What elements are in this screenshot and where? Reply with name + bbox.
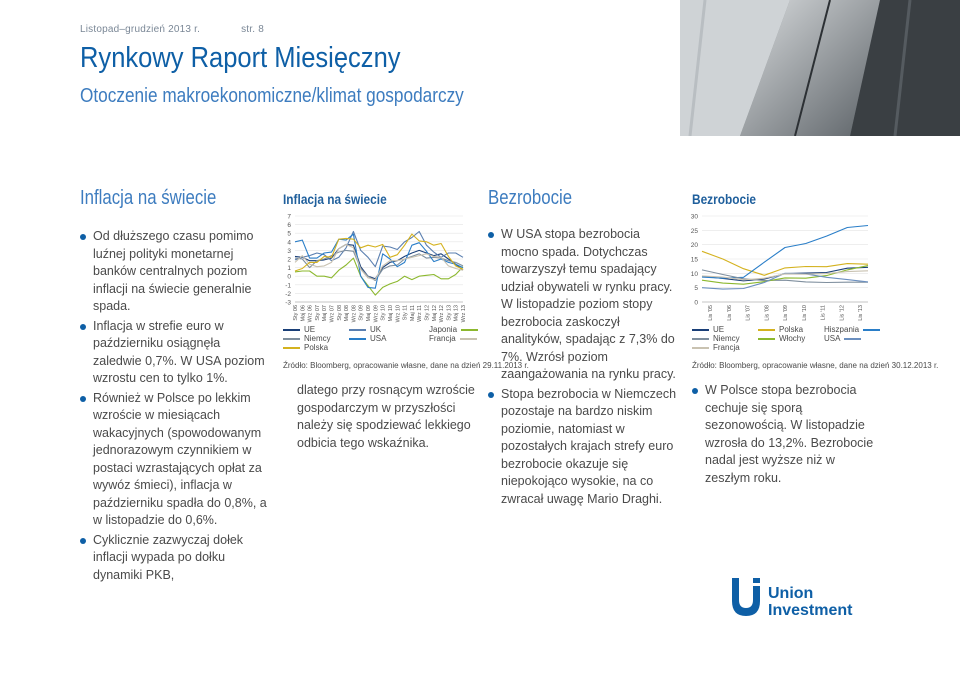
legend-item bbox=[283, 343, 328, 352]
legend-swatch bbox=[460, 338, 477, 340]
y-tick-label: 15 bbox=[690, 256, 698, 264]
inflation-bullet-list bbox=[80, 228, 270, 586]
x-tick-label: Lis '08 bbox=[764, 305, 771, 321]
list-item: W Polsce stopa bezrobocia cechuje się sporą sezonowością. W listopadzie wzrosła do 13,2%. Bezrobocie nadal jest wyższe niż w zeszłym roku. bbox=[692, 382, 882, 487]
legend-swatch bbox=[692, 329, 709, 331]
x-tick-label: Wrz 12 bbox=[439, 305, 446, 323]
y-tick-label: 2 bbox=[287, 256, 291, 264]
legend-swatch bbox=[844, 338, 861, 340]
series-line-usa bbox=[295, 234, 463, 288]
y-tick-label: 5 bbox=[694, 285, 698, 293]
legend-swatch bbox=[758, 338, 775, 340]
list-item: W USA stopa bezrobocia mocno spada. Dotychczas towarzyszył temu spadający udział obywateli w rynku pracy. W listopadzie poziom stopy bezrobocia zaskoczył analityków, spadając z 7,3% do 7%. Wzrósł poziom zaangażowania na rynku pracy. bbox=[488, 226, 678, 384]
legend-item bbox=[824, 334, 865, 343]
header-date: Listopad–grudzień 2013 r. bbox=[80, 24, 201, 35]
legend-item bbox=[758, 325, 803, 334]
y-tick-label: 0 bbox=[694, 299, 698, 307]
y-tick-label: 3 bbox=[287, 247, 291, 255]
legend-item bbox=[824, 325, 884, 334]
x-tick-label: Wrz 10 bbox=[395, 305, 402, 323]
legend-swatch bbox=[349, 329, 366, 331]
x-tick-label: Sty 06 bbox=[293, 305, 299, 321]
series-line-hiszpania bbox=[702, 226, 868, 279]
legend-item bbox=[283, 334, 331, 343]
legend-label: Niemcy bbox=[304, 334, 331, 343]
list-item: Od dłuższego czasu pomimo luźnej polityki monetarnej banków centralnych poziom inflacji na świecie generalnie spada. bbox=[80, 228, 270, 316]
list-item: Cyklicznie zazwyczaj dołek inflacji wypada po dołku dynamiki PKB, bbox=[80, 532, 270, 585]
logo-text-investment: Investment bbox=[768, 602, 853, 619]
x-tick-label: Maj 08 bbox=[344, 305, 351, 322]
series-line-japonia bbox=[295, 258, 463, 295]
legend-label: Polska bbox=[304, 343, 329, 352]
legend-label: Hiszpania bbox=[824, 325, 860, 334]
inflation-continuation: dlatego przy rosnącym wzroście gospodarczym w przyszłości należy się spodziewać lekkiego odbicia tego wskaźnika. bbox=[297, 383, 475, 450]
x-tick-label: Maj 06 bbox=[300, 305, 307, 322]
page-title: Rynkowy Raport Miesięczny bbox=[80, 42, 401, 74]
legend-item bbox=[283, 325, 315, 334]
unemployment-bullet-list bbox=[488, 226, 678, 510]
legend-swatch bbox=[283, 329, 300, 331]
x-tick-label: Sty 12 bbox=[424, 305, 431, 321]
legend-swatch bbox=[349, 338, 366, 340]
legend-item bbox=[692, 325, 724, 334]
x-tick-label: Wrz 09 bbox=[373, 305, 380, 323]
legend-item bbox=[692, 343, 740, 352]
x-tick-label: Sty 08 bbox=[336, 305, 343, 321]
x-tick-label: Sty 11 bbox=[402, 305, 409, 321]
y-tick-label: 7 bbox=[287, 213, 291, 221]
x-tick-label: Sty 10 bbox=[380, 305, 387, 321]
list-item: Również w Polsce po lekkim wzroście w miesiącach wakacyjnych (spowodowanym jednorazowym czynnikiem w postaci wzrastających opłat za wywóz śmieci), inflacja w październiku spadła do 0,8%, a w listopadzie do 0,6%. bbox=[80, 390, 270, 530]
x-tick-label: Lis '10 bbox=[801, 305, 808, 321]
x-tick-label: Wrz 08 bbox=[351, 305, 358, 323]
legend-label: USA bbox=[824, 334, 841, 343]
legend-label: Francja bbox=[429, 334, 456, 343]
list-item: Stopa bezrobocia w Niemczech pozostaje na bardzo niskim poziomie, natomiast w pozostałych krajach strefy euro bezrobocie okazuje się niepokojąco wysokie, na co zwracał uwagę Mario Draghi. bbox=[488, 386, 678, 509]
y-tick-label: 30 bbox=[690, 213, 698, 221]
section-heading-unemployment: Bezrobocie bbox=[488, 187, 573, 209]
x-tick-label: Maj 12 bbox=[431, 305, 438, 322]
x-tick-label: Maj 09 bbox=[366, 305, 373, 322]
x-tick-label: Lis '07 bbox=[745, 305, 752, 321]
x-tick-label: Lis '12 bbox=[839, 305, 846, 321]
legend-label: Polska bbox=[779, 325, 804, 334]
x-tick-label: Maj 07 bbox=[322, 305, 329, 322]
legend-swatch bbox=[692, 338, 709, 340]
union-investment-logo bbox=[724, 574, 884, 624]
unemployment-chart bbox=[688, 210, 874, 330]
y-tick-label: 5 bbox=[287, 230, 291, 238]
x-tick-label: Maj 10 bbox=[387, 305, 394, 322]
x-tick-label: Maj 13 bbox=[453, 305, 460, 322]
legend-swatch bbox=[863, 329, 880, 331]
page-number: str. 8 bbox=[241, 24, 264, 35]
y-tick-label: 1 bbox=[287, 265, 291, 273]
x-tick-label: Wrz 13 bbox=[461, 305, 467, 323]
legend-swatch bbox=[758, 329, 775, 331]
y-tick-label: 4 bbox=[287, 239, 291, 247]
x-tick-label: Lis '09 bbox=[783, 305, 789, 321]
x-tick-label: Sty 09 bbox=[358, 305, 365, 321]
inflation-legend bbox=[283, 325, 473, 355]
legend-label: Japonia bbox=[429, 325, 458, 334]
x-tick-label: Lis '06 bbox=[726, 305, 733, 321]
x-tick-label: Sty 13 bbox=[446, 305, 453, 321]
legend-swatch bbox=[461, 329, 478, 331]
x-tick-label: Wrz 11 bbox=[417, 305, 424, 322]
chart-title-unemployment: Bezrobocie bbox=[692, 192, 757, 207]
y-tick-label: 25 bbox=[690, 227, 698, 235]
y-tick-label: 10 bbox=[690, 270, 698, 278]
series-line-uk bbox=[295, 232, 463, 267]
legend-swatch bbox=[692, 347, 709, 349]
inflation-source: Źródło: Bloomberg, opracowanie własne, dane na dzień 29.11.2013 r. bbox=[283, 361, 529, 370]
x-tick-label: Wrz 06 bbox=[307, 305, 314, 323]
unemployment-bullet-list-right bbox=[692, 382, 882, 489]
section-heading-inflation: Inflacja na świecie bbox=[80, 187, 217, 209]
x-tick-label: Lis '05 bbox=[708, 305, 714, 321]
x-tick-label: Sty 07 bbox=[314, 305, 321, 321]
y-tick-label: 20 bbox=[690, 242, 698, 250]
x-tick-label: Lis '11 bbox=[820, 305, 827, 321]
legend-label: Francja bbox=[713, 343, 740, 352]
y-tick-label: -1 bbox=[285, 282, 291, 290]
x-tick-label: Wrz 07 bbox=[329, 305, 336, 323]
legend-label: UE bbox=[713, 325, 725, 334]
x-tick-label: Maj 11 bbox=[409, 305, 416, 322]
legend-swatch bbox=[283, 338, 300, 340]
list-item: Inflacja w strefie euro w październiku osiągnęła zaledwie 0,7%. W USA poziom wzrostu cen to tylko 1%. bbox=[80, 318, 270, 388]
chart-title-inflation: Inflacja na świecie bbox=[283, 192, 387, 207]
legend-label: Włochy bbox=[779, 334, 806, 343]
legend-item bbox=[349, 334, 386, 343]
y-tick-label: -2 bbox=[285, 290, 291, 298]
unemployment-source: Źródło: Bloomberg, opracowanie własne, dane na dzień 30.12.2013 r. bbox=[692, 361, 939, 370]
legend-swatch bbox=[283, 347, 300, 349]
y-tick-label: 6 bbox=[287, 222, 291, 230]
legend-item bbox=[758, 334, 805, 343]
y-tick-label: 0 bbox=[287, 273, 291, 281]
page-subtitle: Otoczenie makroekonomiczne/klimat gospodarczy bbox=[80, 84, 464, 107]
logo-text-union: Union bbox=[768, 585, 814, 602]
y-tick-label: -3 bbox=[285, 299, 291, 307]
legend-item bbox=[429, 334, 481, 343]
inflation-chart bbox=[281, 210, 471, 330]
x-tick-label: Lis '13 bbox=[858, 305, 864, 321]
legend-item bbox=[349, 325, 381, 334]
legend-item bbox=[429, 325, 482, 334]
legend-label: UE bbox=[304, 325, 316, 334]
unemployment-legend bbox=[692, 325, 877, 355]
series-line-polska bbox=[295, 234, 463, 271]
legend-label: UK bbox=[370, 325, 382, 334]
header-meta bbox=[80, 24, 264, 35]
legend-label: USA bbox=[370, 334, 387, 343]
legend-item bbox=[692, 334, 740, 343]
header-photo bbox=[680, 0, 960, 136]
legend-label: Niemcy bbox=[713, 334, 740, 343]
